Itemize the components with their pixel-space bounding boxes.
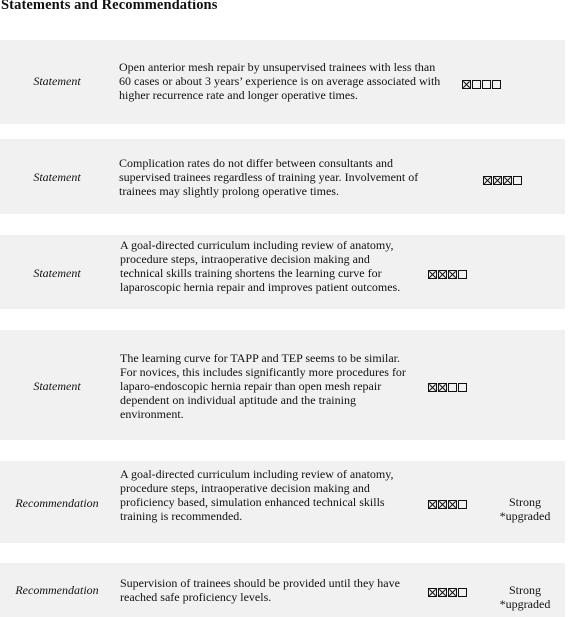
- row-type: Statement: [33, 266, 81, 280]
- table-row: [0, 330, 565, 440]
- empty-box-icon: [472, 80, 481, 89]
- empty-box-icon: [458, 500, 467, 509]
- evidence-grade-icon: [428, 379, 468, 394]
- row-text: A goal-directed curriculum including review of anatomy, procedure steps, intraoperative decision making and technical skills training shortens the learning curve for laparoscopic hernia repair and improves patient outcomes.: [120, 238, 401, 294]
- page-title: Statements and Recommendations: [1, 0, 218, 13]
- recommendation-strength: Strong *upgraded: [499, 495, 551, 523]
- row-text: Open anterior mesh repair by unsupervised trainees with less than 60 cases or about 3 years’ experience is on average associated with higher recurrence rate and longer operative times.: [119, 60, 441, 102]
- checked-box-icon: [428, 588, 437, 597]
- row-text: A goal-directed curriculum including review of anatomy, procedure steps, intraoperative decision making and proficiency based, simulation enhanced technical skills training is recommended.: [120, 467, 394, 523]
- evidence-grade-icon: [462, 76, 502, 91]
- row-type: Statement: [33, 170, 81, 184]
- empty-box-icon: [458, 588, 467, 597]
- table-row: [0, 235, 565, 309]
- row-type: Recommendation: [15, 496, 99, 510]
- row-text: Supervision of trainees should be provided until they have reached safe proficiency levels.: [120, 576, 400, 604]
- checked-box-icon: [448, 270, 457, 279]
- row-type: Statement: [33, 74, 81, 88]
- evidence-grade-icon: [483, 172, 523, 187]
- checked-box-icon: [438, 383, 447, 392]
- empty-box-icon: [482, 80, 491, 89]
- checked-box-icon: [462, 80, 471, 89]
- empty-box-icon: [458, 383, 467, 392]
- checked-box-icon: [438, 270, 447, 279]
- empty-box-icon: [513, 176, 522, 185]
- empty-box-icon: [448, 383, 457, 392]
- checked-box-icon: [428, 270, 437, 279]
- row-text: Complication rates do not differ between consultants and supervised trainees regardless of training year. Involvement of trainees may slightly prolong operative times.: [119, 156, 419, 198]
- row-type: Recommendation: [15, 583, 99, 597]
- table-row: [0, 139, 565, 214]
- checked-box-icon: [483, 176, 492, 185]
- row-text: The learning curve for TAPP and TEP seems to be similar. For novices, this includes significantly more procedures for laparo-endoscopic hernia repair than open mesh repair dependent on individual aptitude and the training environment.: [120, 351, 406, 421]
- recommendation-strength: Strong *upgraded: [499, 583, 551, 611]
- checked-box-icon: [448, 500, 457, 509]
- evidence-grade-icon: [428, 496, 468, 511]
- table-row: [0, 40, 565, 124]
- evidence-grade-icon: [428, 584, 468, 599]
- evidence-grade-icon: [428, 266, 468, 281]
- empty-box-icon: [458, 270, 467, 279]
- checked-box-icon: [428, 500, 437, 509]
- row-type: Statement: [33, 379, 81, 393]
- checked-box-icon: [503, 176, 512, 185]
- checked-box-icon: [428, 383, 437, 392]
- table-row: [0, 461, 565, 543]
- table-row: [0, 563, 565, 617]
- checked-box-icon: [448, 588, 457, 597]
- checked-box-icon: [438, 588, 447, 597]
- empty-box-icon: [492, 80, 501, 89]
- checked-box-icon: [493, 176, 502, 185]
- checked-box-icon: [438, 500, 447, 509]
